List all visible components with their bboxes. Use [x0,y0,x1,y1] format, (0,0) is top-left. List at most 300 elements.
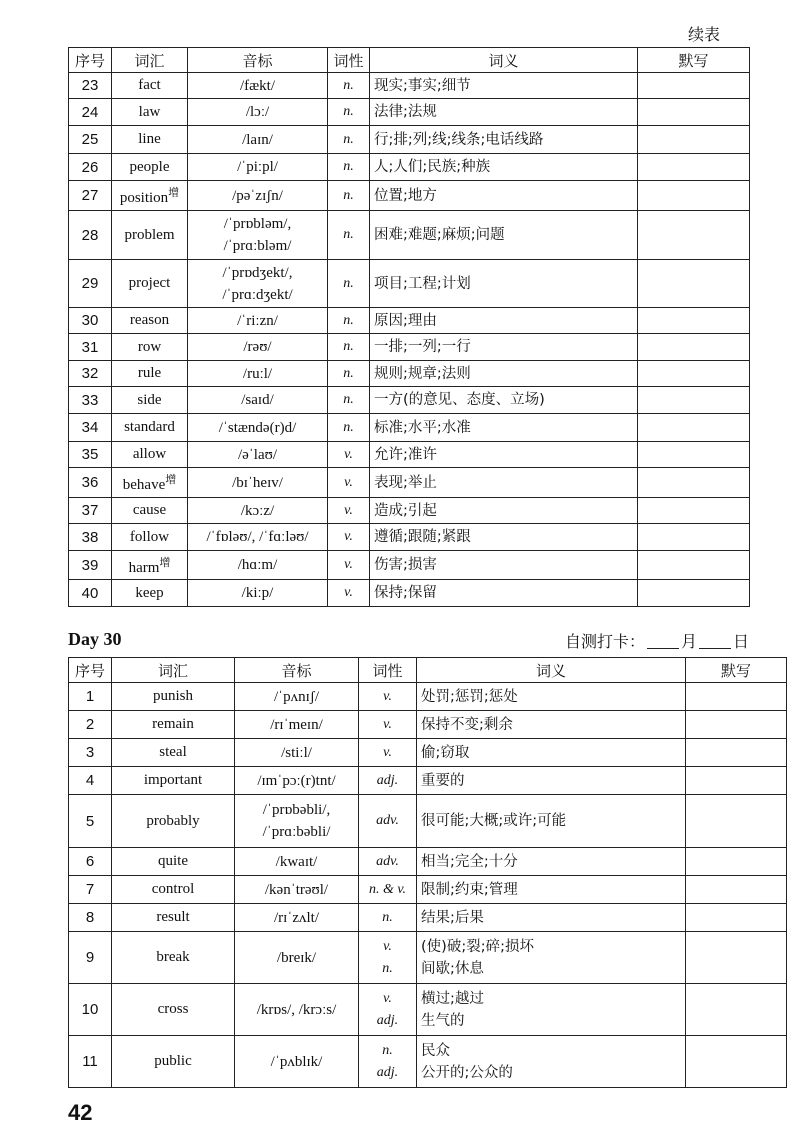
dictation-cell[interactable] [638,334,750,361]
phonetic: /ˈprɑːbəbli/ [262,824,331,840]
phonetic-cell [188,524,328,551]
phonetic-cell [188,468,328,498]
vocab-word-cell [112,468,188,498]
phonetic-cell [188,442,328,468]
part-of-speech: n. [343,104,354,119]
vocab-word-cell [112,99,188,126]
vocab-word-cell [112,876,235,904]
vocab-word: keep [135,584,164,601]
meaning: (使)破;裂;碎;损坏 [421,938,534,955]
row-number: 4 [69,767,112,795]
dictation-cell[interactable] [638,361,750,387]
phonetic-cell [188,387,328,414]
meaning-cell [370,211,638,260]
vocab-word-cell [112,308,188,334]
phonetic-cell [235,683,359,711]
vocab-word-cell [112,260,188,308]
table-row [69,711,787,739]
part-of-speech-cell [359,711,417,739]
phonetic: /kənˈtrəʊl/ [264,881,329,898]
table-row [69,498,750,524]
meaning-cell [370,361,638,387]
vocab-word: punish [152,688,193,704]
vocab-word: steal [159,744,187,760]
vocab-word: people [129,158,170,175]
table-row [69,260,750,308]
dictation-cell[interactable] [638,181,750,211]
row-number: 5 [69,795,112,848]
part-of-speech: adv. [376,813,399,828]
meaning: 法律;法规 [374,104,437,120]
part-of-speech: n. [343,312,354,328]
row-number: 1 [69,683,112,711]
part-of-speech: v. [344,446,353,462]
part-of-speech: n. [343,187,354,203]
meaning: 造成;引起 [374,502,437,519]
row-number: 35 [69,442,112,468]
vocab-word-cell [112,711,235,739]
row-number: 34 [69,414,112,442]
vocab-word: harm [128,559,160,576]
vocab-word-cell [112,414,188,442]
phonetic: /ˈriːzn/ [237,312,278,329]
part-of-speech-cell [359,984,417,1036]
phonetic: /ruːl/ [242,365,273,382]
phonetic-cell [235,984,359,1036]
month-label: 月 [680,632,697,651]
row-number: 2 [69,711,112,739]
part-of-speech: n. [343,227,354,242]
vocab-word-cell [112,848,235,876]
table-row [69,181,750,211]
meaning-cell [417,739,686,767]
vocab-word-cell [112,932,235,984]
row-number: 11 [69,1036,112,1088]
row-number: 10 [69,984,112,1036]
row-number: 31 [69,334,112,361]
vocab-word: cause [132,502,167,518]
meaning-cell [370,154,638,181]
table-row [69,795,787,848]
dictation-cell[interactable] [638,524,750,551]
day-heading [68,629,749,653]
part-of-speech: n. [343,365,354,381]
meaning: 一方(的意见、态度、立场) [374,392,545,408]
row-number: 38 [69,524,112,551]
meaning: 位置;地方 [374,187,437,204]
phonetic: /ɪmˈpɔː(r)tnt/ [257,772,336,789]
meaning: 处罚;惩罚;惩处 [421,688,518,705]
vocab-word: law [138,103,161,120]
part-of-speech-cell [328,260,370,308]
vocab-word-cell [112,904,235,932]
phonetic: /rəʊ/ [243,339,272,355]
vocab-word: problem [124,226,175,243]
part-of-speech: n. [343,392,354,407]
header-num: 序号 [69,658,112,683]
phonetic: /ˈprɒbləm/, [223,216,292,232]
meaning: 现实;事实;细节 [374,77,471,94]
row-number: 6 [69,848,112,876]
day-blank[interactable] [699,632,731,649]
part-of-speech-cell [328,551,370,580]
row-number: 32 [69,361,112,387]
meaning: 限制;约束;管理 [421,881,518,898]
dictation-cell[interactable] [638,551,750,580]
phonetic-cell [188,73,328,99]
row-number: 9 [69,932,112,984]
phonetic: /əˈlaʊ/ [237,446,278,463]
part-of-speech-cell [328,181,370,211]
dictation-cell[interactable] [686,1036,787,1088]
vocab-word-cell [112,154,188,181]
table-row [69,848,787,876]
header-pos: 词性 [359,658,417,683]
meaning-cell [417,904,686,932]
phonetic-cell [188,99,328,126]
page-number: 42 [68,1100,93,1125]
header-pos: 词性 [328,48,370,73]
meaning: 间歇;休息 [421,960,484,977]
table-row [69,73,750,99]
dictation-cell[interactable] [638,414,750,442]
part-of-speech-cell [328,99,370,126]
part-of-speech: n. [382,960,393,976]
row-number: 26 [69,154,112,181]
phonetic: /ˈpʌnɪʃ/ [274,688,319,705]
row-number: 28 [69,211,112,260]
dictation-cell[interactable] [638,154,750,181]
phonetic-cell [235,739,359,767]
meaning: 生气的 [421,1012,465,1029]
meaning: 相当;完全;十分 [421,853,518,870]
meaning-cell [370,260,638,308]
meaning: 一排;一列;一行 [374,339,471,355]
part-of-speech-cell [328,414,370,442]
table-row [69,126,750,154]
meaning-cell [417,767,686,795]
part-of-speech: n. [343,131,354,147]
meaning: 伤害;损害 [374,557,437,573]
day-label: 日 [732,632,749,651]
phonetic: /ˈprɒdʒekt/, [222,264,293,281]
phonetic: /ˈprɑːbləm/ [223,238,292,254]
vocab-word-cell [112,683,235,711]
part-of-speech-cell [328,498,370,524]
meaning-cell [370,498,638,524]
table-header-row [69,658,787,683]
part-of-speech-cell [328,126,370,154]
table-row [69,1036,787,1088]
vocab-word-cell [112,73,188,99]
day-title: Day 30 [68,629,122,649]
dictation-cell[interactable] [686,683,787,711]
part-of-speech-cell [328,442,370,468]
part-of-speech: v. [383,938,392,954]
part-of-speech-cell [359,795,417,848]
row-number: 27 [69,181,112,211]
table-row [69,932,787,984]
phonetic: /ˈfɒləʊ/, /ˈfɑːləʊ/ [206,529,309,545]
vocab-word-cell [112,361,188,387]
dictation-cell[interactable] [638,73,750,99]
vocab-word: result [156,909,190,925]
phonetic: /saɪd/ [241,392,274,408]
vocab-word: line [138,131,161,147]
continued-label: 续表 [687,25,720,44]
meaning-cell [370,524,638,551]
dictation-cell[interactable] [638,580,750,607]
phonetic-cell [188,126,328,154]
phonetic-cell [235,767,359,795]
dictation-cell[interactable] [638,442,750,468]
table-row [69,442,750,468]
dictation-cell[interactable] [638,387,750,414]
table-row [69,524,750,551]
self-check-in [565,629,749,652]
meaning-cell [417,984,686,1036]
dictation-cell[interactable] [686,876,787,904]
part-of-speech: v. [344,585,353,600]
part-of-speech-cell [328,334,370,361]
part-of-speech: v. [344,557,353,572]
table-row [69,683,787,711]
vocab-word: reason [129,312,170,328]
dictation-cell[interactable] [686,984,787,1036]
phonetic: /ˈprɑːdʒekt/ [222,286,293,303]
table-row [69,414,750,442]
part-of-speech-cell [328,361,370,387]
part-of-speech: n. [343,275,354,291]
vocab-word-cell [112,387,188,414]
vocab-word: row [137,338,162,355]
part-of-speech: v. [344,474,353,490]
phonetic-cell [235,795,359,848]
part-of-speech-cell [328,154,370,181]
phonetic: /bɪˈheɪv/ [232,474,283,491]
dictation-cell[interactable] [638,126,750,154]
row-number: 24 [69,99,112,126]
phonetic: /krɒs/, /krɔːs/ [256,1001,337,1018]
row-number: 36 [69,468,112,498]
part-of-speech: v. [383,688,392,704]
dictation-cell[interactable] [638,260,750,308]
meaning: 困难;难题;麻烦;问题 [374,227,505,243]
meaning: 保持不变;剩余 [421,716,513,733]
part-of-speech-cell [328,211,370,260]
new-word-mark: 增 [165,473,177,486]
part-of-speech-cell [359,848,417,876]
table-body [69,683,787,1088]
phonetic-cell [188,334,328,361]
vocab-word-cell [112,767,235,795]
vocab-word: follow [129,528,170,545]
row-number: 25 [69,126,112,154]
meaning-cell [370,580,638,607]
phonetic: /pəˈzɪʃn/ [232,187,283,204]
phonetic-cell [235,876,359,904]
table-body [69,73,750,607]
meaning-cell [417,876,686,904]
part-of-speech: adj. [376,1064,399,1080]
vocab-word: position [119,190,169,206]
vocab-word-cell [112,739,235,767]
dictation-cell[interactable] [686,711,787,739]
phonetic-cell [188,361,328,387]
meaning: 民众 [421,1042,450,1059]
meaning: 规则;规章;法则 [374,365,471,382]
part-of-speech: n. [343,419,354,435]
phonetic-cell [188,498,328,524]
vocab-word: side [137,391,162,408]
meaning: 重要的 [421,772,465,789]
table-row [69,984,787,1036]
dictation-cell[interactable] [638,468,750,498]
dictation-cell[interactable] [638,498,750,524]
checkin-label: 自测打卡： [564,632,645,651]
dictation-cell[interactable] [686,904,787,932]
part-of-speech: v. [383,990,392,1006]
part-of-speech-cell [359,767,417,795]
new-word-mark: 增 [168,186,180,199]
table-row [69,308,750,334]
meaning: 保持;保留 [374,585,437,601]
meaning: 标准;水平;水准 [374,419,471,436]
meaning-cell [370,387,638,414]
header-dictation: 默写 [686,658,787,683]
part-of-speech: n. [343,77,354,93]
part-of-speech-cell [328,73,370,99]
vocab-word-cell [112,1036,235,1088]
row-number: 8 [69,904,112,932]
phonetic: /rɪˈmeɪn/ [270,716,323,733]
phonetic: /fækt/ [239,77,275,94]
phonetic-cell [188,260,328,308]
row-number: 39 [69,551,112,580]
part-of-speech: n. [343,339,354,354]
vocab-word-cell [112,551,188,580]
vocab-word: quite [158,853,188,869]
header-num: 序号 [69,48,112,73]
dictation-cell[interactable] [686,767,787,795]
vocab-word: behave [122,477,166,493]
dictation-cell[interactable] [686,932,787,984]
vocab-word: cross [157,1001,189,1017]
part-of-speech: v. [383,716,392,732]
part-of-speech-cell [328,468,370,498]
meaning: 公开的;公众的 [421,1064,513,1081]
meaning-cell [417,711,686,739]
row-number: 29 [69,260,112,308]
part-of-speech-cell [359,1036,417,1088]
phonetic-cell [235,711,359,739]
dictation-cell[interactable] [686,739,787,767]
phonetic-cell [235,848,359,876]
part-of-speech: adj. [376,772,399,788]
header-word: 词汇 [112,658,235,683]
dictation-cell[interactable] [686,795,787,848]
table-header-row [69,48,750,73]
meaning: 结果;后果 [421,909,484,926]
vocab-table-1 [68,47,750,607]
vocab-word-cell [112,211,188,260]
part-of-speech-cell [328,308,370,334]
phonetic: /ˈstændə(r)d/ [218,419,297,436]
phonetic: /ˈpʌblɪk/ [270,1053,323,1070]
meaning: 偷;窃取 [421,744,470,761]
vocab-word-cell [112,334,188,361]
phonetic-cell [235,1036,359,1088]
meaning: 行;排;列;线;线条;电话线路 [374,131,544,148]
meaning-cell [417,1036,686,1088]
meaning: 项目;工程;计划 [374,275,471,292]
phonetic: /ˈprɒbəbli/, [262,802,331,818]
vocab-word-cell [112,524,188,551]
meaning: 允许;准许 [374,446,437,463]
part-of-speech-cell [359,876,417,904]
part-of-speech-cell [359,739,417,767]
vocab-word: probably [146,812,200,829]
vocab-word: important [143,772,203,788]
row-number: 30 [69,308,112,334]
phonetic-cell [188,308,328,334]
table-row [69,739,787,767]
meaning-cell [370,551,638,580]
part-of-speech-cell [328,580,370,607]
dictation-cell[interactable] [638,211,750,260]
meaning-cell [417,683,686,711]
table-row [69,551,750,580]
phonetic: /kiːp/ [241,585,274,601]
row-number: 37 [69,498,112,524]
phonetic: /lɔː/ [245,104,270,120]
phonetic-cell [235,904,359,932]
part-of-speech: n. [382,1042,393,1058]
vocab-word-cell [112,498,188,524]
dictation-cell[interactable] [638,308,750,334]
part-of-speech: n. [382,909,393,925]
table-row [69,767,787,795]
part-of-speech: adv. [376,853,399,869]
meaning-cell [417,848,686,876]
dictation-cell[interactable] [638,99,750,126]
table-row [69,904,787,932]
table-row [69,468,750,498]
meaning: 原因;理由 [374,312,437,329]
dictation-cell[interactable] [686,848,787,876]
month-blank[interactable] [647,632,679,649]
part-of-speech: n. [343,159,354,174]
table-row [69,154,750,181]
meaning-cell [370,126,638,154]
header-phonetic: 音标 [188,48,328,73]
meaning: 人;人们;民族;种族 [374,159,491,175]
part-of-speech-cell [328,524,370,551]
meaning: 横过;越过 [421,990,484,1007]
part-of-speech: v. [344,502,353,518]
vocab-word-cell [112,580,188,607]
vocab-word: control [151,881,195,897]
phonetic-cell [188,211,328,260]
new-word-mark: 增 [159,555,171,569]
meaning-cell [370,181,638,211]
row-number: 23 [69,73,112,99]
phonetic: /breɪk/ [276,949,317,966]
header-word: 词汇 [112,48,188,73]
meaning-cell [370,414,638,442]
phonetic: /kɔːz/ [240,502,275,519]
phonetic: /ˈpiːpl/ [237,159,278,175]
